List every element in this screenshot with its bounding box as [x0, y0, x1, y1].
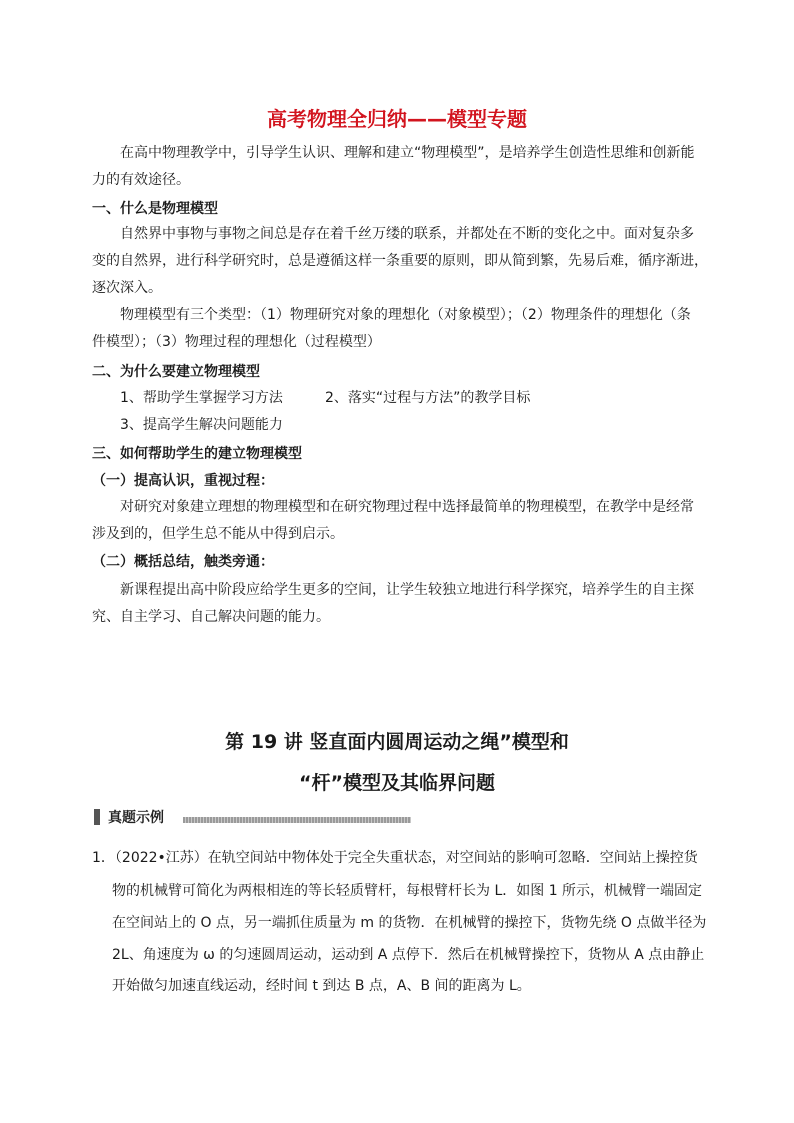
section-tag-label: 真题示例: [108, 810, 164, 826]
document-title: 高考物理全归纳——模型专题: [267, 107, 527, 131]
section-1-para1-line-3: 逐次深入。: [92, 280, 162, 296]
section-3-sub1-line-1: 对研究对象建立理想的物理模型和在研究物理过程中选择最简单的物理模型，在教学中是经常: [120, 499, 694, 515]
question-line-3: 在空间站上的 O 点，另一端抓住质量为 m 的货物．在机械臂的操控下，货物先绕 O 点做半径为: [112, 915, 707, 931]
section-1-para1-line-2: 变的自然界，进行科学研究时，总是遵循这样一条重要的原则，即从简到繁，先易后难，循序渐进，: [92, 253, 708, 269]
section-tag-bar: [183, 817, 411, 823]
section-1-para1-line-1: 自然界中事物与事物之间总是存在着千丝万缕的联系，并都处在不断的变化之中。面对复杂多: [120, 226, 694, 242]
section-2-item-3: 3、提高学生解决问题能力: [120, 417, 283, 433]
lecture-title-line-1: 第 19 讲 竖直面内圆周运动之绳”模型和: [225, 731, 569, 753]
section-3-sub2-heading: （二）概括总结，触类旁通：: [92, 554, 274, 570]
section-2-item-2: 2、落实“过程与方法”的教学目标: [325, 390, 531, 406]
section-tag: [94, 807, 164, 827]
section-1-heading: 一、什么是物理模型: [92, 201, 218, 217]
tag-marker-icon: [94, 809, 100, 825]
question-line-2: 物的机械臂可简化为两根相连的等长轻质臂杆，每根臂杆长为 L．如图 1 所示，机械臂一端固定: [112, 883, 703, 899]
section-1-para2-line-1: 物理模型有三个类型：（1）物理研究对象的理想化（对象模型）；（2）物理条件的理想化（条: [120, 307, 691, 323]
section-3-sub1-line-2: 涉及到的，但学生总不能从中得到启示。: [92, 526, 344, 542]
section-3-heading: 三、如何帮助学生的建立物理模型: [92, 446, 302, 462]
lecture-title-line-2: “杆”模型及其临界问题: [299, 772, 495, 794]
section-2-heading: 二、为什么要建立物理模型: [92, 364, 260, 380]
question-line-1: 1．（2022•江苏）在轨空间站中物体处于完全失重状态，对空间站的影响可忽略．空间站上操控货: [92, 850, 698, 866]
question-line-4: 2L、角速度为 ω 的匀速圆周运动，运动到 A 点停下．然后在机械臂操控下，货物从 A 点由静止: [112, 947, 705, 963]
intro-line-1: 在高中物理教学中，引导学生认识、理解和建立“物理模型”，是培养学生创造性思维和创新能: [120, 145, 695, 161]
section-3-sub1-heading: （一）提高认识，重视过程：: [92, 473, 274, 489]
question-line-5: 开始做匀加速直线运动，经时间 t 到达 B 点，A、B 间的距离为 L。: [112, 978, 531, 994]
section-2-item-1: 1、帮助学生掌握学习方法: [120, 390, 283, 406]
intro-line-2: 力的有效途径。: [92, 172, 190, 188]
section-3-sub2-line-2: 究、自主学习、自己解决问题的能力。: [92, 609, 330, 625]
section-1-para2-line-2: 件模型）；（3）物理过程的理想化（过程模型）: [92, 334, 381, 350]
section-3-sub2-line-1: 新课程提出高中阶段应给学生更多的空间，让学生较独立地进行科学探究，培养学生的自主探: [120, 582, 694, 598]
